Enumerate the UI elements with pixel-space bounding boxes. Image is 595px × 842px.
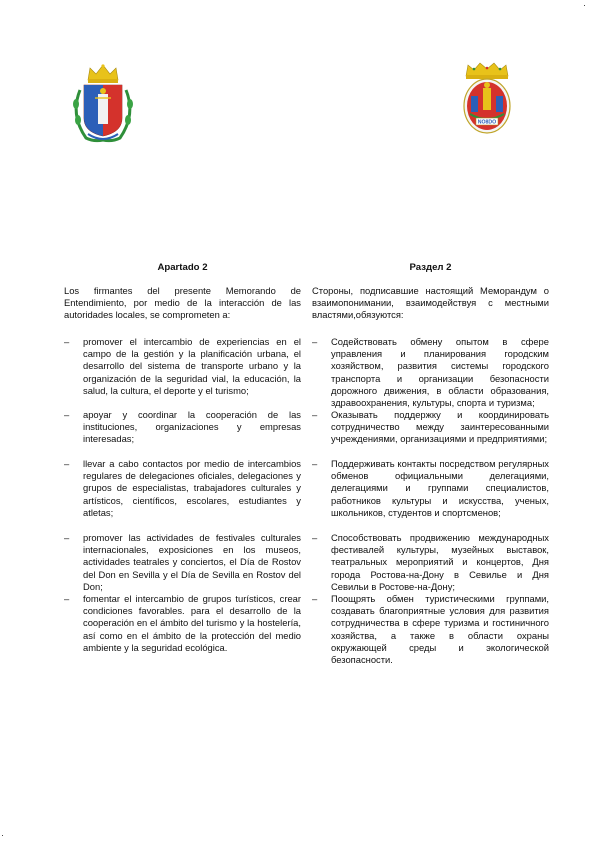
list-item-text: Содействовать обмену опытом в сфере управления и планирования городским хозяйством, развития системы городского транспорта и организации безопасности дорожного движения, в области образования, здравоохранения, культуры, спорта и туризма;: [331, 336, 549, 409]
list-item-text: promover las actividades de festivales culturales internacionales, exposiciones en los museos, actividades teatrales y conciertos, el Día de Rostov del Don en Sevilla y el Día de Sevilla en Rostov del Don;: [83, 532, 301, 592]
list-item: [64, 458, 301, 519]
list-item-text: fomentar el intercambio de grupos turísticos, crear condiciones favorables. para el desarrollo de la cooperación en el ámbito del turismo y la hostelería, así como en el ámbito de la protección del medio ambiente y la seguridad ecológica.: [83, 593, 301, 653]
list-item: [64, 336, 301, 397]
dash-bullet: –: [312, 458, 318, 469]
dash-bullet: –: [64, 336, 70, 347]
section-heading-spanish: Apartado 2: [157, 262, 208, 273]
list-item: [312, 409, 549, 446]
list-item-text: promover el intercambio de experiencias en el campo de la gestión y la planificación urbana, el desarrollo del sistema de transporte urbano y la organización de la seguridad vial, la educación, la salud, la cultura, el deporte y el turismo;: [83, 336, 301, 396]
dash-bullet: –: [64, 593, 70, 604]
list-item-text: llevar a cabo contactos por medio de intercambios regulares de delegaciones oficiales, delegaciones y grupos de especialistas, trabajadores culturales y artísticos, científicos, escolares, estudiantes y atletas;: [83, 458, 301, 518]
list-item-text: apoyar y coordinar la cooperación de las instituciones, organizaciones y empresas interesadas;: [83, 409, 301, 445]
scan-mark: [2, 835, 3, 836]
dash-bullet: –: [312, 593, 318, 604]
dash-bullet: –: [312, 409, 318, 420]
motto-text: NO8DO: [477, 119, 497, 126]
list-item-text: Поощрять обмен туристическими группами, создавать благоприятные условия для развития сотрудничества в сфере туризма и гостиничного хозяйства, а также в области охраны окружающей среды и экологической безопасности.: [331, 593, 549, 666]
list-item-text: Поддерживать контакты посредством регулярных обменов официальными делегациями, делегациями и группами специалистов, работников культуры и искусства, ученых, школьников, студентов и спортсменов;: [331, 458, 549, 518]
list-item: [64, 532, 301, 593]
scan-mark: [584, 5, 585, 6]
rostov-coat-of-arms: [66, 60, 140, 144]
list-item: [312, 532, 549, 593]
list-item-text: Способствовать продвижению международных фестивалей культуры, музейных выставок, театральных мероприятий и концертов, Дня города Ростова-на-Дону в Севилье и Дня Севильи в Ростове-на-Дону;: [331, 532, 549, 592]
dash-bullet: –: [64, 458, 70, 469]
dash-bullet: –: [64, 532, 70, 543]
section-heading-russian: Раздел 2: [409, 262, 452, 273]
list-item: [64, 593, 301, 654]
dash-bullet: –: [64, 409, 70, 420]
list-item: [312, 593, 549, 666]
intro-paragraph-russian: Стороны, подписавшие настоящий Меморандум о взаимопонимании, взаимодействуя с местными властями,обязуются:: [312, 285, 549, 321]
list-item: [312, 458, 549, 519]
intro-paragraph-spanish: Los firmantes del presente Memorando de Entendimiento, por medio de la interacción de las autoridades locales, se comprometen a:: [64, 285, 301, 321]
dash-bullet: –: [312, 532, 318, 543]
list-item-text: Оказывать поддержку и координировать сотрудничество между заинтересованными учреждениями, организациями и предприятиями;: [331, 409, 549, 445]
list-item: [64, 409, 301, 446]
dash-bullet: –: [312, 336, 318, 347]
seville-coat-of-arms: [456, 58, 518, 142]
list-item: [312, 336, 549, 409]
